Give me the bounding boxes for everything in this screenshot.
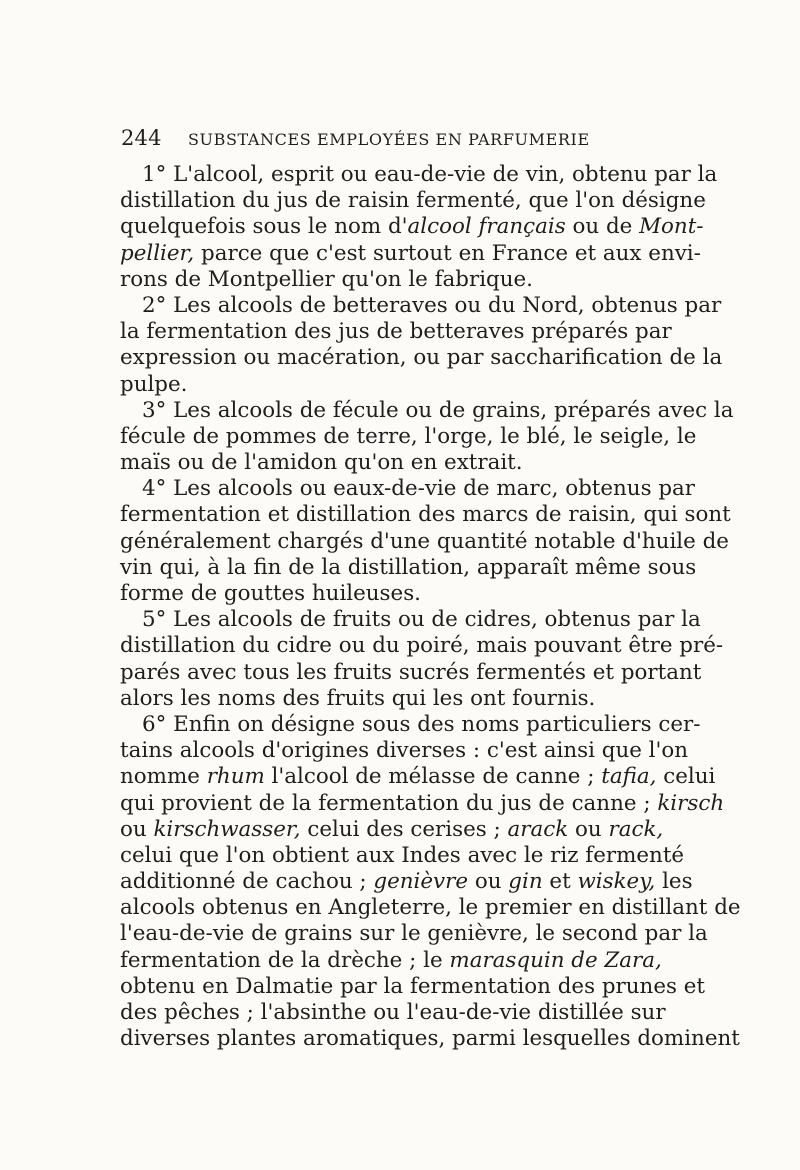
text-line: alcools obtenus en Angleterre, le premier en distillant de bbox=[120, 895, 741, 921]
italic-term: tafia, bbox=[601, 764, 657, 790]
text-line: l'eau-de-vie de grains sur le genièvre, le second par la bbox=[120, 921, 708, 947]
italic-term: rack, bbox=[608, 816, 664, 842]
paragraph bbox=[120, 476, 731, 607]
text-line: vin qui, à la fin de la distillation, apparaît même sous bbox=[120, 554, 697, 580]
text-line: maïs ou de l'amidon qu'on en extrait. bbox=[120, 450, 523, 476]
text-line: forme de gouttes huileuses. bbox=[120, 581, 421, 606]
text-line: ou kirschwasser, celui des cerises ; arack ou rack, bbox=[120, 816, 664, 842]
text-line: généralement chargés d'une quantité notable d'huile de bbox=[120, 528, 729, 554]
text-line: additionné de cachou ; genièvre ou gin et wiskey, les bbox=[120, 869, 693, 895]
paragraph bbox=[120, 607, 724, 712]
paragraph bbox=[120, 292, 723, 398]
italic-term: pellier, bbox=[120, 240, 195, 266]
italic-term: arack bbox=[507, 816, 569, 842]
running-title: SUBSTANCES EMPLOYÉES EN PARFUMERIE bbox=[187, 130, 590, 149]
paragraph bbox=[120, 711, 741, 1052]
text-line: obtenu en Dalmatie par la fermentation des prunes et bbox=[120, 973, 706, 999]
text-line: 5° Les alcools de fruits ou de cidres, obtenus par la bbox=[142, 607, 701, 633]
italic-term: kirsch bbox=[657, 790, 725, 816]
italic-term: Mont- bbox=[639, 214, 704, 240]
italic-term: kirschwasser, bbox=[153, 816, 301, 842]
text-line: 2° Les alcools de betteraves ou du Nord, obtenus par bbox=[142, 292, 722, 318]
text-line: fécule de pommes de terre, l'orge, le blé, le seigle, le bbox=[120, 423, 697, 449]
text-line: distillation du jus de raisin fermenté, que l'on désigne bbox=[120, 188, 706, 214]
text-line: la fermentation des jus de betteraves préparés par bbox=[120, 319, 672, 345]
text-line: nomme rhum l'alcool de mélasse de canne ; tafia, celui bbox=[120, 764, 716, 790]
page-number: 244 bbox=[121, 126, 162, 150]
text-line: fermentation et distillation des marcs de raisin, qui sont bbox=[120, 502, 731, 528]
italic-term: rhum bbox=[206, 764, 265, 790]
text-line: des pêches ; l'absinthe ou l'eau-de-vie distillée sur bbox=[120, 1000, 666, 1025]
text-line: tains alcools d'origines diverses : c'est ainsi que l'on bbox=[120, 738, 689, 764]
text-line: pellier, parce que c'est surtout en France et aux envi- bbox=[120, 240, 701, 266]
page-header bbox=[121, 126, 661, 150]
paragraph bbox=[120, 162, 718, 293]
text-line: rons de Montpellier qu'on le fabrique. bbox=[120, 266, 533, 292]
paragraph bbox=[120, 397, 734, 477]
text-line: quelquefois sous le nom d'alcool français ou de Mont- bbox=[120, 214, 704, 240]
text-line: fermentation de la drèche ; le marasquin de Zara, bbox=[120, 947, 662, 973]
text-line: alors les noms des fruits qui les ont fournis. bbox=[120, 685, 596, 711]
body-text bbox=[120, 162, 741, 1052]
italic-term: wiskey, bbox=[577, 869, 656, 895]
text-line: 6° Enfin on désigne sous des noms particuliers cer- bbox=[142, 711, 701, 737]
italic-term: gin bbox=[508, 869, 543, 895]
text-line: diverses plantes aromatiques, parmi lesquelles dominent bbox=[120, 1026, 740, 1052]
italic-term: genièvre bbox=[373, 869, 469, 895]
text-line: distillation du cidre ou du poiré, mais pouvant être pré- bbox=[120, 633, 724, 659]
text-line: 1° L'alcool, esprit ou eau-de-vie de vin, obtenu par la bbox=[142, 162, 718, 187]
italic-term: alcool français bbox=[407, 214, 566, 240]
text-line: 4° Les alcools ou eaux-de-vie de marc, obtenus par bbox=[142, 476, 696, 502]
text-line: 3° Les alcools de fécule ou de grains, préparés avec la bbox=[142, 397, 734, 423]
text-line: parés avec tous les fruits sucrés fermentés et portant bbox=[120, 659, 702, 685]
text-line: expression ou macération, ou par saccharification de la bbox=[120, 345, 723, 371]
italic-term: marasquin de Zara, bbox=[449, 947, 662, 973]
text-line: celui que l'on obtient aux Indes avec le riz fermenté bbox=[120, 842, 685, 868]
text-line: pulpe. bbox=[120, 371, 188, 397]
text-line: qui provient de la fermentation du jus de canne ; kirsch bbox=[120, 790, 725, 816]
